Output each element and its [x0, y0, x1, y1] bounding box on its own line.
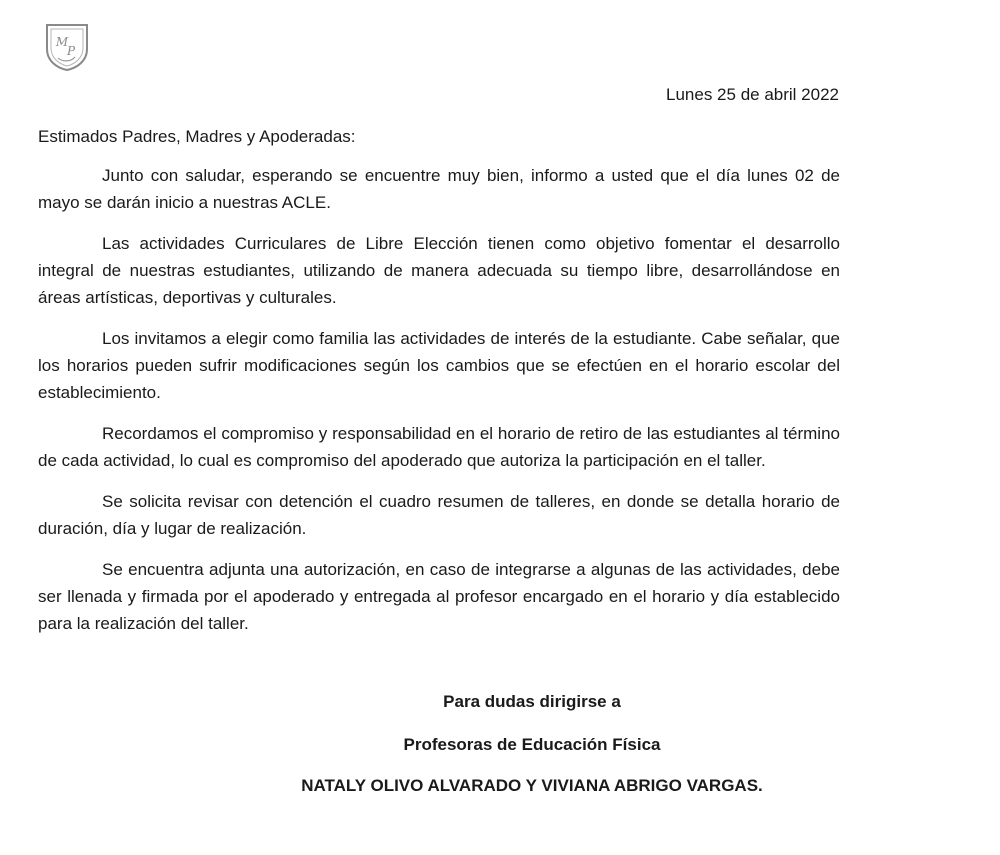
paragraph-authorization: Se encuentra adjunta una autorización, en caso de integrarse a algunas de las actividades, debe ser llenada y firmada por el apoderado y entregada al profesor encargado en el horario y día establecido para la realización del taller.: [38, 560, 840, 633]
paragraph-objective: Las actividades Curriculares de Libre Elección tienen como objetivo fomentar el desarrollo integral de nuestras estudiantes, utilizando de manera adecuada su tiempo libre, desarrollándose en áreas artísticas, deportivas y culturales.: [38, 234, 840, 307]
svg-text:M: M: [55, 35, 69, 49]
paragraph-summary-review: Se solicita revisar con detención el cuadro resumen de talleres, en donde se detalla horario de duración, día y lugar de realización.: [38, 492, 840, 538]
school-crest-icon: [44, 22, 90, 72]
paragraph-pickup-commitment: Recordamos el compromiso y responsabilidad en el horario de retiro de las estudiantes al término de cada actividad, lo cual es compromiso del apoderado que autoriza la participación en el taller.: [38, 424, 840, 470]
svg-text:P: P: [66, 44, 76, 58]
closing-teachers-title: Profesoras de Educación Física: [403, 735, 661, 754]
letter-body: [38, 126, 840, 651]
paragraph-invitation: Los invitamos a elegir como familia las actividades de interés de la estudiante. Cabe señalar, que los horarios pueden sufrir modificaciones según los cambios que se efectúen en el horario escolar del establecimiento.: [38, 329, 840, 402]
closing-contact-line: Para dudas dirigirse a: [443, 692, 621, 711]
letter-greeting: Estimados Padres, Madres y Apoderadas:: [38, 127, 356, 146]
letter-date: Lunes 25 de abril 2022: [666, 85, 839, 104]
paragraph-start-date: Junto con saludar, esperando se encuentre muy bien, informo a usted que el día lunes 02 de mayo se darán inicio a nuestras ACLE.: [38, 166, 840, 212]
closing-teacher-names: NATALY OLIVO ALVARADO Y VIVIANA ABRIGO VARGAS.: [301, 776, 763, 795]
